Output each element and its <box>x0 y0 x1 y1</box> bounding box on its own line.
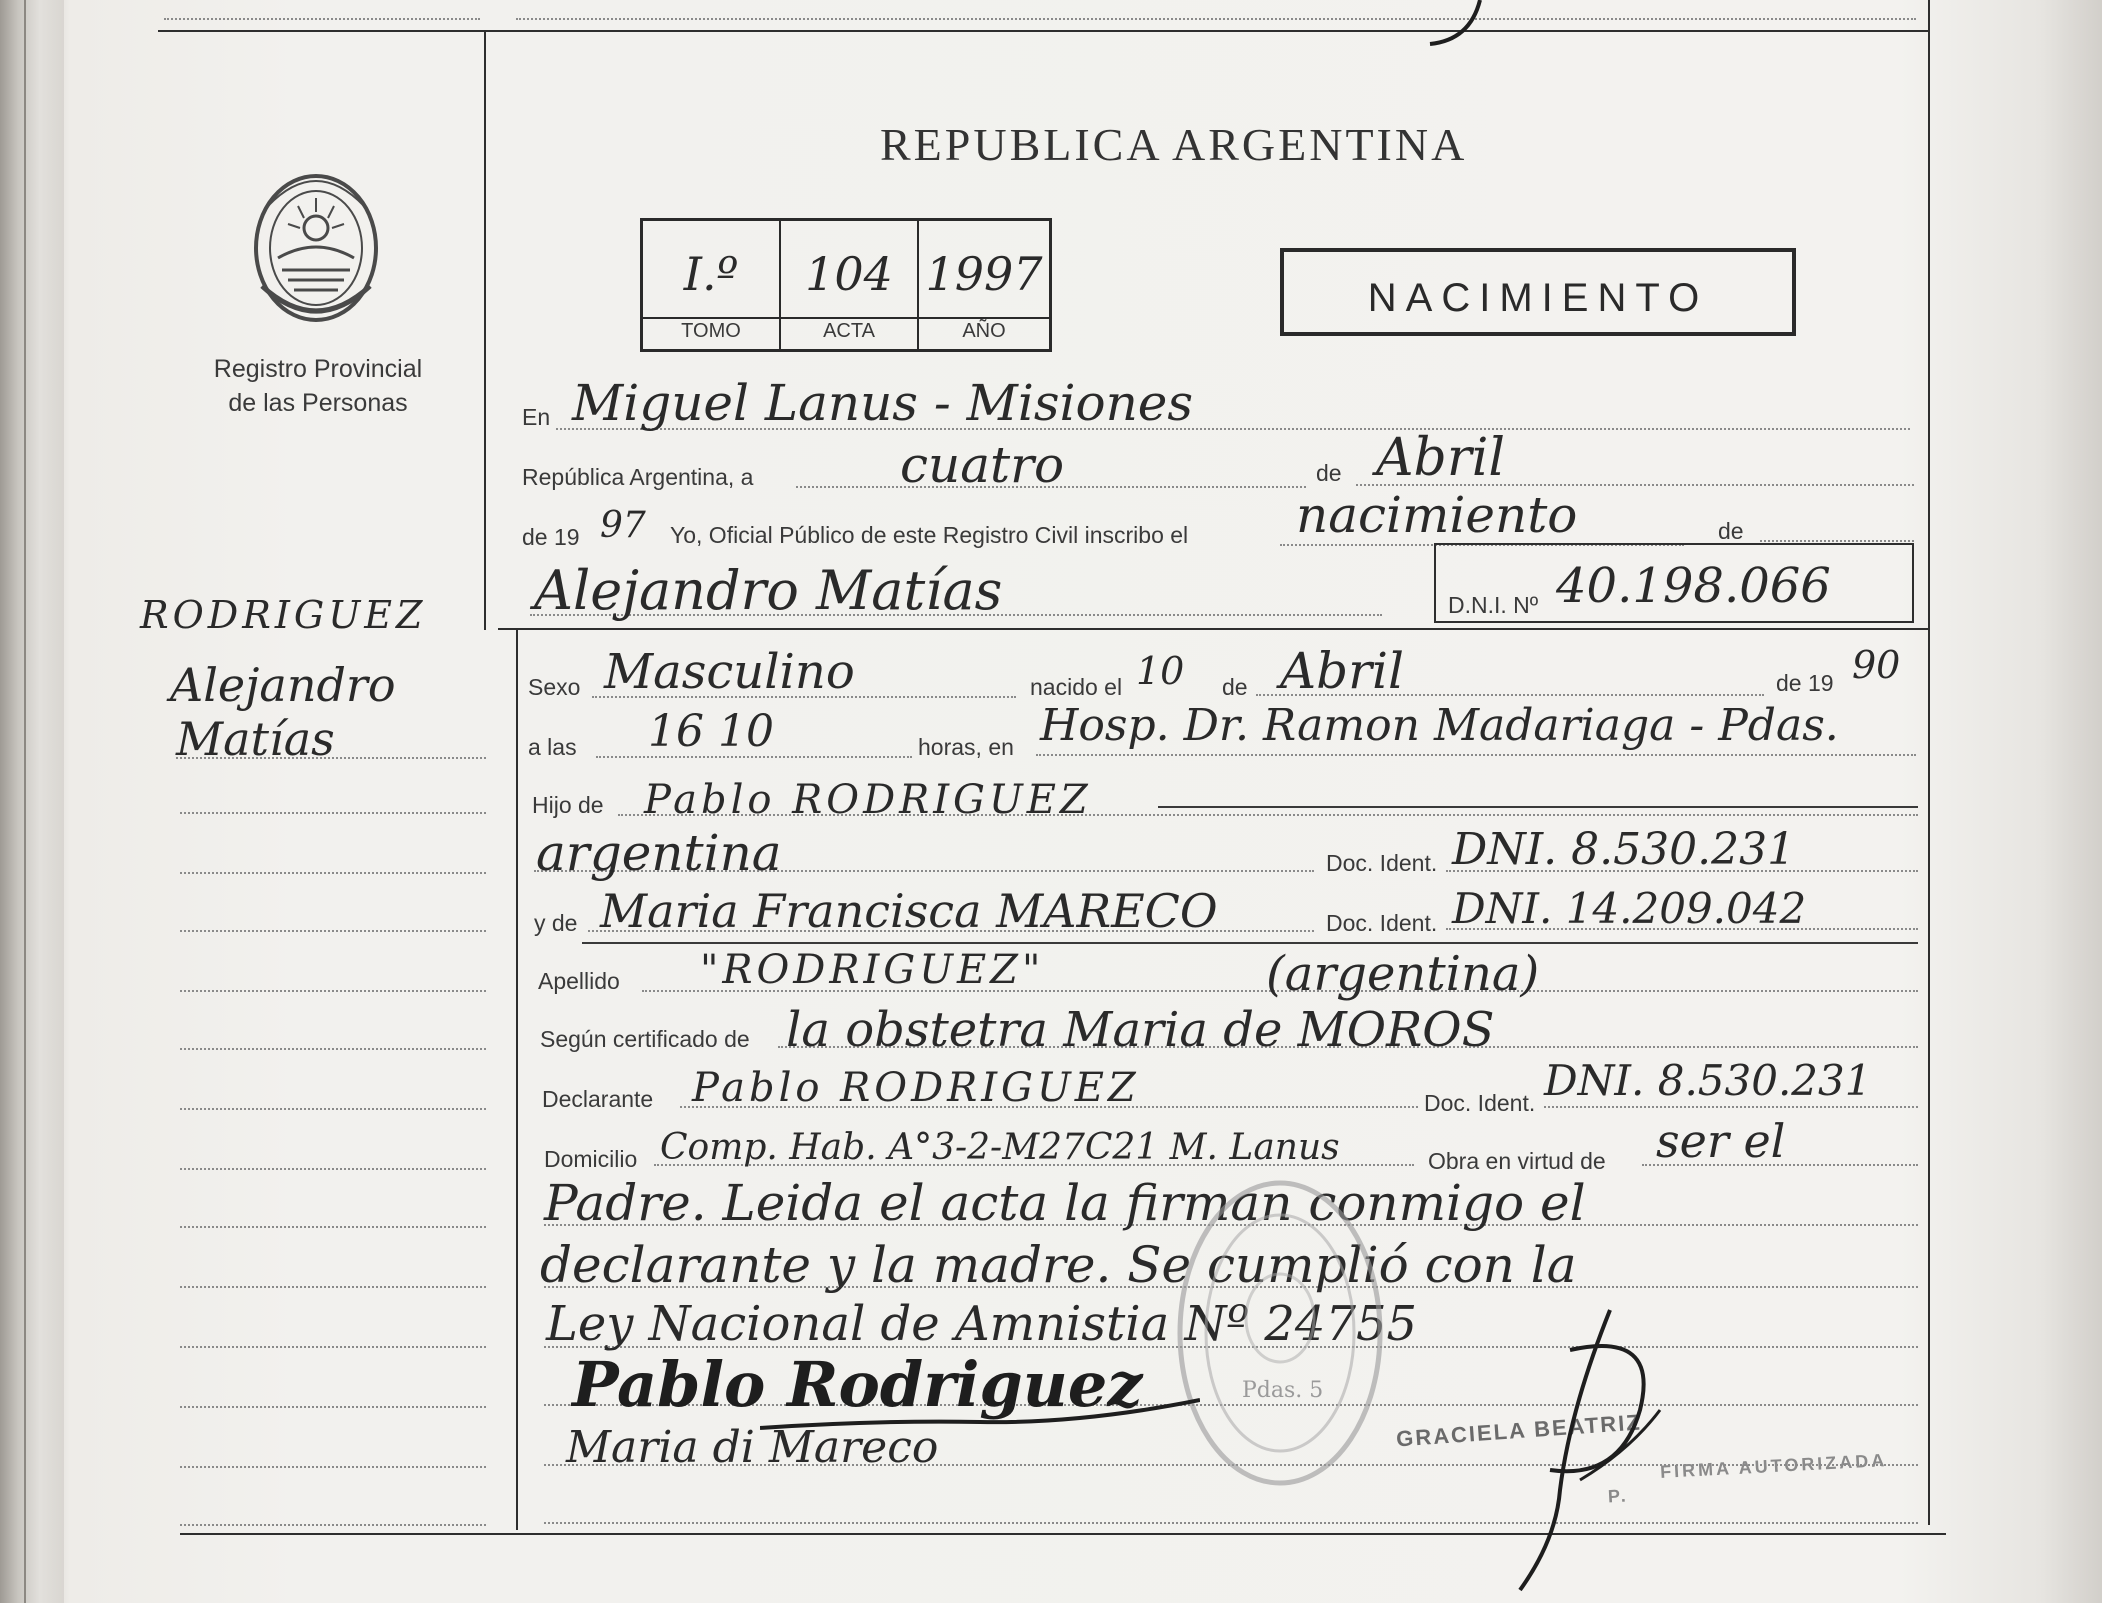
month-value: Abril <box>1376 428 1505 488</box>
margin-surname: RODRIGUEZ <box>140 593 427 637</box>
margin-dots-3 <box>180 872 486 874</box>
birth-month-value: Abril <box>1280 642 1404 700</box>
alas-label: a las <box>528 734 577 760</box>
doc-ident-label-3: Doc. Ident. <box>1424 1090 1536 1116</box>
anio-cell <box>919 221 1049 349</box>
horas-label: horas, en <box>918 734 1014 760</box>
father-doc-value: DNI. 8.530.231 <box>1452 824 1796 875</box>
apellido-label: Apellido <box>538 968 620 994</box>
birth-day-value: 10 <box>1136 649 1185 693</box>
mother-doc-value: DNI. 14.209.042 <box>1452 884 1807 933</box>
country-title: REPUBLICA ARGENTINA <box>880 119 1468 170</box>
margin-dots-6 <box>180 1048 486 1050</box>
book-binding <box>0 0 64 1603</box>
year-suffix-value: 97 <box>600 505 646 546</box>
declarante-value: Pablo RODRIGUEZ <box>692 1065 1140 1111</box>
birth-place-value: Hosp. Dr. Ramon Madariaga - Pdas. <box>1040 700 1839 751</box>
dni-value: 40.198.066 <box>1556 558 1831 614</box>
domicilio-value: Comp. Hab. A°3-2-M27C21 M. Lanus <box>660 1127 1340 1168</box>
seal-text: Pdas. 5 <box>1242 1378 1324 1403</box>
father-name-value: Pablo RODRIGUEZ <box>644 777 1092 823</box>
obra-value: ser el <box>1656 1114 1786 1168</box>
margin-dots-7 <box>180 1108 486 1110</box>
mother-signature: Maria di Mareco <box>566 1422 939 1473</box>
notary-stamp-line2: FIRMA AUTORIZADA <box>1659 1450 1888 1482</box>
margin-given-name-1: Alejandro <box>170 658 396 712</box>
remarks-line-1: Padre. Leida el acta la firman conmigo el <box>544 1174 1586 1232</box>
de19-label-2: de 19 <box>1776 670 1834 696</box>
officer-signature-icon <box>1460 1290 1700 1603</box>
row12-dots-b <box>1544 1106 1918 1108</box>
margin-given-name-2: Matías <box>176 712 335 766</box>
margin-dots-8 <box>180 1168 486 1170</box>
acta-label: ACTA <box>823 320 875 342</box>
sexo-value: Masculino <box>604 644 855 700</box>
de-label-2: de <box>1718 518 1744 544</box>
de19-label: de 19 <box>522 524 580 550</box>
acta-value: 104 <box>805 247 893 301</box>
day-words-value: cuatro <box>900 436 1065 494</box>
father-nationality-value: argentina <box>536 824 782 882</box>
row7-fill-line <box>1158 806 1918 808</box>
father-signature: Pablo Rodriguez <box>572 1348 1143 1421</box>
margin-dots-14 <box>180 1524 486 1526</box>
register-table-separator <box>643 317 1049 319</box>
registry-name <box>170 352 466 420</box>
margin-dots-1 <box>176 757 486 759</box>
margin-dots-5 <box>180 990 486 992</box>
notary-stamp-line3: P. <box>1607 1485 1630 1507</box>
act-type-label: NACIMIENTO <box>1367 276 1709 320</box>
margin-dots-11 <box>180 1346 486 1348</box>
tomo-label: TOMO <box>681 320 741 342</box>
margin-dots-10 <box>180 1286 486 1288</box>
row9-fill-line <box>582 942 1918 944</box>
margin-dots-9 <box>180 1226 486 1228</box>
certifier-value: la obstetra Maria de MOROS <box>786 1002 1495 1058</box>
domicilio-label: Domicilio <box>544 1146 638 1172</box>
obra-label: Obra en virtud de <box>1428 1148 1606 1174</box>
anio-value: 1997 <box>925 247 1043 301</box>
child-name-value: Alejandro Matías <box>534 559 1003 622</box>
hijo-label: Hijo de <box>532 792 604 818</box>
register-table <box>640 218 1052 352</box>
dni-label: D.N.I. Nº <box>1448 592 1539 618</box>
margin-dots-4 <box>180 930 486 932</box>
doc-ident-label-2: Doc. Ident. <box>1326 910 1438 936</box>
de-label-3: de <box>1222 674 1248 700</box>
tomo-value: I.º <box>683 247 739 301</box>
republica-label: República Argentina, a <box>522 464 754 490</box>
remarks-line-3: Ley Nacional de Amnistia Nº 24755 <box>546 1296 1418 1352</box>
declarante-label: Declarante <box>542 1086 654 1112</box>
top-rule <box>158 30 1928 32</box>
margin-dots-2 <box>180 812 486 814</box>
row6-dots-b <box>1036 754 1916 756</box>
yde-label: y de <box>534 910 578 936</box>
margin-divider-lower <box>516 630 518 1530</box>
sexo-label: Sexo <box>528 674 581 700</box>
surname-note-value: (argentina) <box>1266 946 1540 1002</box>
birth-year-value: 90 <box>1852 643 1901 687</box>
registry-name-line2: de las Personas <box>228 389 408 417</box>
mother-name-value: Maria Francisca MARECO <box>600 884 1218 938</box>
act-type-box <box>1280 248 1796 336</box>
anio-label: AÑO <box>962 320 1006 342</box>
top-dots-right <box>516 18 1916 20</box>
row3-dots-b <box>1760 540 1914 542</box>
notary-stamp-line1: GRACIELA BEATRIZ <box>1395 1409 1643 1452</box>
top-dots-left <box>164 18 480 20</box>
provincial-emblem-icon <box>248 166 384 324</box>
remarks-line-2: declarante y la madre. Se cumplió con la <box>540 1236 1577 1294</box>
official-seal-icon <box>1170 1168 1390 1498</box>
event-value: nacimiento <box>1296 486 1578 544</box>
top-ink-mark-icon <box>1420 0 1540 50</box>
right-border <box>1928 0 1930 1525</box>
doc-ident-label-1: Doc. Ident. <box>1326 850 1438 876</box>
margin-dots-13 <box>180 1466 486 1468</box>
binding-edge <box>24 0 26 1603</box>
oficial-text: Yo, Oficial Público de este Registro Civil inscribo el <box>670 522 1189 548</box>
remarks-dots-6 <box>544 1522 1918 1524</box>
name-rule <box>498 628 1930 630</box>
en-label: En <box>522 404 551 430</box>
acta-cell <box>781 221 919 349</box>
surname-value: "RODRIGUEZ" <box>700 947 1045 993</box>
tomo-cell <box>643 221 781 349</box>
segun-label: Según certificado de <box>540 1026 750 1052</box>
de-label: de <box>1316 460 1342 486</box>
place-value: Miguel Lanus - Misiones <box>572 374 1194 432</box>
nacido-label: nacido el <box>1030 674 1123 700</box>
registry-name-line1: Registro Provincial <box>213 355 423 383</box>
margin-dots-12 <box>180 1406 486 1408</box>
declarante-doc-value: DNI. 8.530.231 <box>1544 1056 1872 1105</box>
hour-value: 16 10 <box>648 706 774 757</box>
margin-divider-upper <box>484 30 486 630</box>
